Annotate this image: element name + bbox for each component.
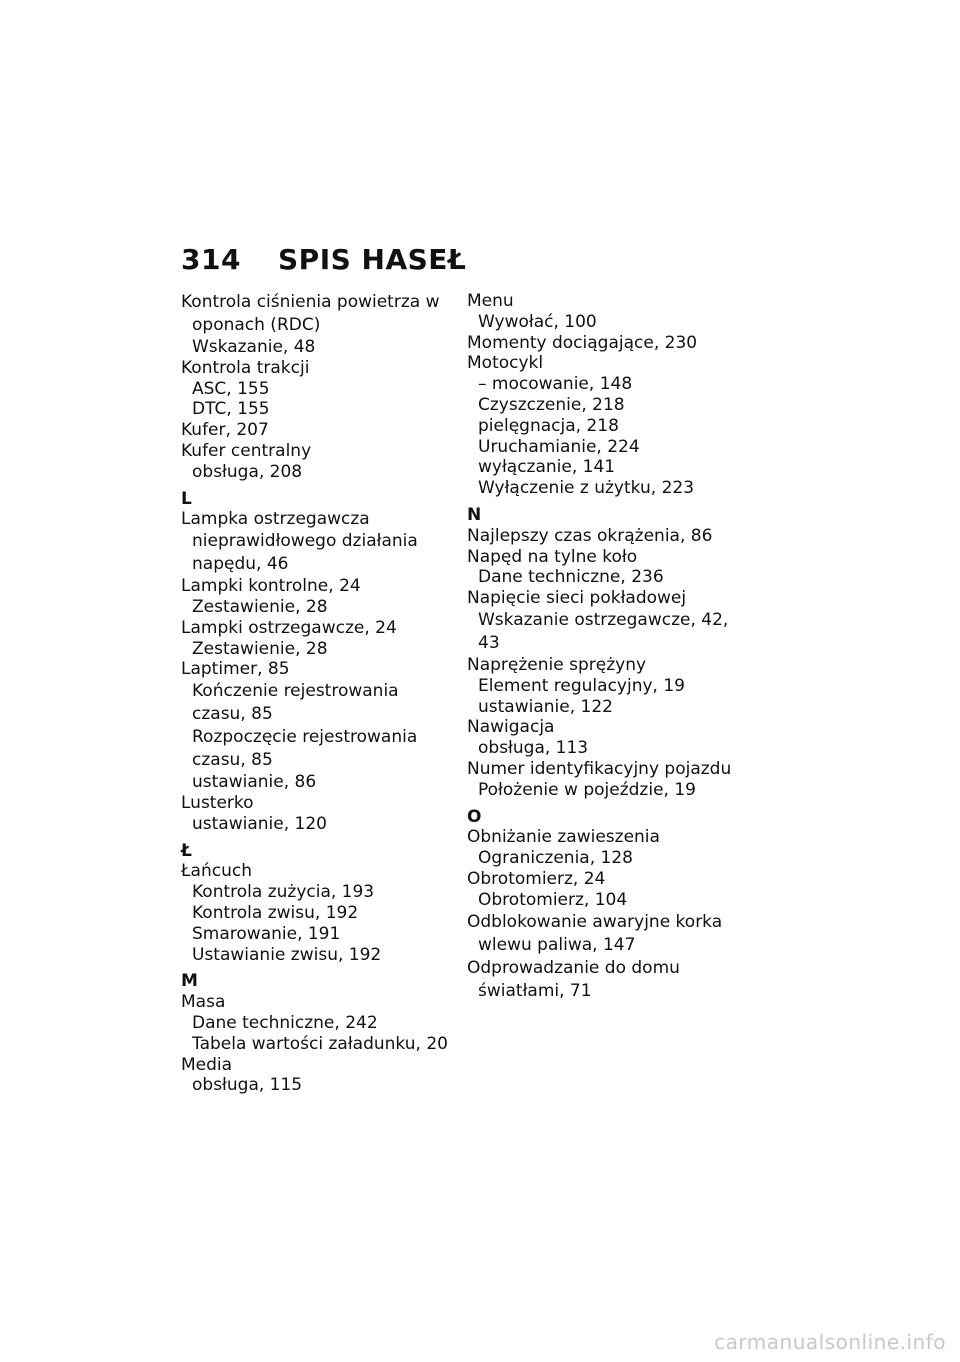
index-subentry: Kończenie rejestrowania <box>192 681 399 702</box>
index-subentry: pielęgnacja, 218 <box>478 415 619 436</box>
index-subentry: Obrotomierz, 104 <box>478 889 628 910</box>
index-subentry: DTC, 155 <box>192 399 270 420</box>
index-subentry-cont: czasu, 85 <box>192 750 273 771</box>
index-column-left <box>181 291 471 1096</box>
page-number: 314 <box>181 243 241 276</box>
index-subentry: ustawianie, 122 <box>478 696 613 717</box>
index-subentry: ustawianie, 86 <box>192 772 317 793</box>
index-entry: Lusterko <box>181 792 254 813</box>
index-entry: Kontrola ciśnienia powietrza w <box>181 292 440 312</box>
index-subentry-cont: napędu, 46 <box>192 554 289 575</box>
index-entry: Kontrola trakcji <box>181 357 310 378</box>
index-entry: Lampka ostrzegawcza <box>181 509 370 530</box>
index-subentry: Zestawienie, 28 <box>192 596 328 617</box>
index-entry: Lampki kontrolne, 24 <box>181 576 361 597</box>
index-subentry: Kontrola zwisu, 192 <box>192 902 359 923</box>
index-entry: Obrotomierz, 24 <box>467 868 606 889</box>
index-subentry: Element regulacyjny, 19 <box>478 675 685 696</box>
index-entry: Momenty dociągające, 230 <box>467 332 698 353</box>
index-subentry: Tabela wartości załadunku, 20 <box>192 1033 448 1054</box>
index-entry: Kufer, 207 <box>181 420 269 441</box>
index-entry: Kufer centralny <box>181 440 312 461</box>
index-entry: Najlepszy czas okrążenia, 86 <box>467 525 713 546</box>
index-subentry: Rozpoczęcie rejestrowania <box>192 727 418 748</box>
index-subentry-cont: czasu, 85 <box>192 704 273 725</box>
index-subentry: nieprawidłowego działania <box>192 531 418 552</box>
index-entry: Naprężenie sprężyny <box>467 654 647 675</box>
index-entry: Laptimer, 85 <box>181 659 290 680</box>
index-entry-cont: światłami, 71 <box>478 980 592 1001</box>
index-entry: Motocykl <box>467 353 544 374</box>
index-entry: Odprowadzanie do domu <box>467 957 680 978</box>
page-title: SPIS HASEŁ <box>278 243 467 276</box>
watermark: carmanualsonline.info <box>714 1330 946 1354</box>
index-subentry: wyłączanie, 141 <box>478 457 616 478</box>
index-subentry: Wywołać, 100 <box>478 311 597 332</box>
index-subentry: – mocowanie, 148 <box>478 374 633 395</box>
index-subentry: Wskazanie, 48 <box>192 337 316 357</box>
index-subentry: obsługa, 115 <box>192 1075 303 1096</box>
index-subentry: Dane techniczne, 242 <box>192 1012 378 1033</box>
index-subentry-cont: 43 <box>478 632 500 653</box>
index-entry: Numer identyfikacyjny pojazdu <box>467 758 732 779</box>
index-entry: Obniżanie zawieszenia <box>467 827 660 848</box>
index-entry: Napęd na tylne koło <box>467 546 638 567</box>
index-subentry: Wskazanie ostrzegawcze, 42, <box>478 609 729 630</box>
index-entry-cont: oponach (RDC) <box>192 315 321 335</box>
index-subentry: Kontrola zużycia, 193 <box>192 882 375 903</box>
index-subentry: ASC, 155 <box>192 378 270 399</box>
index-entry: Menu <box>467 291 514 311</box>
section-letter: N <box>467 504 482 525</box>
section-letter: O <box>467 806 482 827</box>
page-header <box>181 243 466 276</box>
section-letter: Ł <box>181 840 192 861</box>
index-subentry: Czyszczenie, 218 <box>478 394 625 415</box>
index-entry: Napięcie sieci pokładowej <box>467 588 687 609</box>
index-subentry: obsługa, 208 <box>192 461 303 482</box>
index-subentry: Ustawianie zwisu, 192 <box>192 944 382 965</box>
index-column-right <box>467 291 757 1003</box>
section-letter: L <box>181 488 192 509</box>
index-subentry: obsługa, 113 <box>478 738 589 759</box>
index-subentry: Uruchamianie, 224 <box>478 436 640 457</box>
index-subentry: Ograniczenia, 128 <box>478 848 633 869</box>
index-entry: Lampki ostrzegawcze, 24 <box>181 617 397 638</box>
index-entry-cont: wlewu paliwa, 147 <box>478 934 636 955</box>
index-entry: Media <box>181 1054 233 1075</box>
index-subentry: Wyłączenie z użytku, 223 <box>478 478 695 499</box>
index-entry: Nawigacja <box>467 717 555 738</box>
index-subentry: Smarowanie, 191 <box>192 923 341 944</box>
index-entry: Łańcuch <box>181 861 252 882</box>
index-entry: Odblokowanie awaryjne korka <box>467 911 723 932</box>
index-subentry: Dane techniczne, 236 <box>478 567 664 588</box>
index-subentry: ustawianie, 120 <box>192 813 327 834</box>
index-entry: Masa <box>181 992 226 1013</box>
section-letter: M <box>181 971 198 992</box>
index-subentry: Położenie w pojeździe, 19 <box>478 779 696 800</box>
index-subentry: Zestawienie, 28 <box>192 638 328 659</box>
